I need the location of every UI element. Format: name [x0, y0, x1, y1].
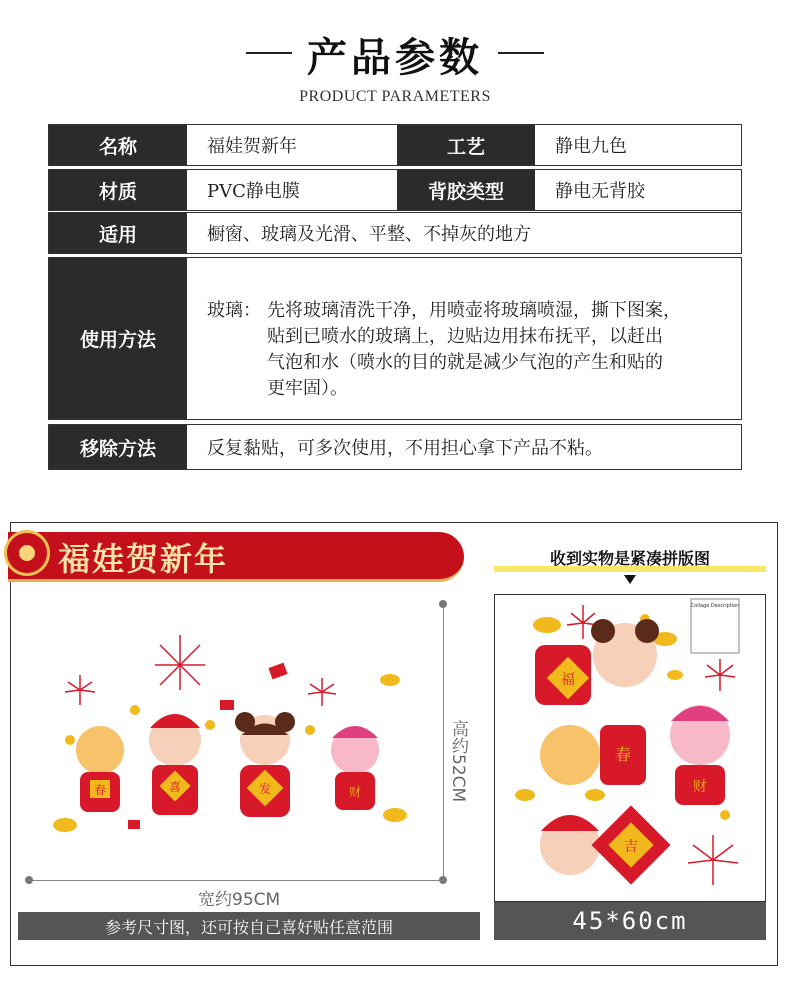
- material-value: PVC静电膜: [207, 181, 300, 202]
- adhesive-label: 背胶类型: [397, 170, 535, 210]
- character-dragon-boy: [76, 726, 124, 812]
- title-divider-right: [498, 52, 544, 54]
- svg-text:春: 春: [93, 783, 107, 797]
- param-row-material: [48, 169, 742, 211]
- sheet-illustration: [495, 595, 765, 901]
- param-row-usage: [48, 257, 742, 420]
- param-row-apply: [48, 212, 742, 254]
- red-envelope-icon: [128, 820, 140, 829]
- usage-line: 更牢固）。: [267, 378, 348, 399]
- param-row-name: [48, 124, 742, 166]
- usage-line: 先将玻璃清洗干净，用喷壶将玻璃喷湿，撕下图案，: [267, 300, 681, 321]
- remove-value: 反复黏贴，可多次使用，不用担心拿下产品不粘。: [207, 438, 603, 459]
- usage-label: 使用方法: [49, 258, 187, 419]
- title-divider-left: [246, 52, 292, 54]
- param-row-remove: [48, 424, 742, 470]
- svg-text:福: 福: [561, 672, 575, 688]
- page-title: 产品参数: [307, 34, 483, 81]
- apply-value: 橱窗、玻璃及光滑、平整、不掉灰的地方: [207, 224, 531, 245]
- remove-label: 移除方法: [49, 425, 187, 469]
- usage-line: 贴到已喷水的玻璃上，边贴边用抹布抚平，以赶出: [267, 326, 663, 347]
- height-label: 高约52CM: [448, 720, 468, 803]
- svg-text:喜: 喜: [168, 780, 182, 794]
- banner-title: 福娃贺新年: [58, 540, 229, 578]
- sticker-sheet-image: [494, 594, 766, 902]
- svg-text:Collage Description: Collage Description: [690, 603, 740, 609]
- firework-icon: [65, 635, 336, 706]
- name-label: 名称: [49, 125, 187, 165]
- svg-text:吉: 吉: [624, 839, 638, 855]
- character-girl: [235, 712, 295, 817]
- svg-text:发: 发: [258, 782, 272, 796]
- arrow-down-icon: [624, 575, 636, 584]
- usage-line: 气泡和水（喷水的目的就是减少气泡的产生和贴的: [267, 352, 663, 373]
- width-dimension-line: [28, 880, 444, 881]
- dimension-dot: [25, 876, 33, 884]
- red-envelope-icon: [220, 700, 234, 710]
- material-label: 材质: [49, 170, 187, 210]
- flower-medal-icon: [4, 530, 50, 576]
- sheet-size-label: 45*60cm: [494, 902, 766, 940]
- dimension-dot: [439, 600, 447, 608]
- compact-title: 收到实物是紧凑拼版图: [549, 549, 710, 568]
- apply-label: 适用: [49, 213, 187, 253]
- name-value: 福娃贺新年: [207, 136, 297, 157]
- page-subtitle: PRODUCT PARAMETERS: [299, 88, 491, 105]
- section-header: [0, 26, 790, 83]
- character-lion-boy: [149, 714, 201, 815]
- width-label: 宽约95CM: [198, 890, 281, 910]
- height-dimension-line: [443, 604, 444, 880]
- svg-text:财: 财: [693, 779, 707, 795]
- red-envelope-icon: [268, 663, 287, 680]
- craft-value: 静电九色: [555, 136, 627, 157]
- usage-prefix: 玻璃：: [207, 300, 261, 321]
- reference-note: 参考尺寸图，还可按自己喜好贴任意范围: [18, 912, 480, 940]
- characters-illustration: [40, 630, 440, 860]
- character-lion-pink: [331, 726, 379, 810]
- svg-text:财: 财: [348, 785, 362, 799]
- adhesive-value: 静电无背胶: [555, 181, 645, 202]
- usage-text: [187, 258, 741, 419]
- svg-text:春: 春: [614, 745, 632, 764]
- craft-label: 工艺: [397, 125, 535, 165]
